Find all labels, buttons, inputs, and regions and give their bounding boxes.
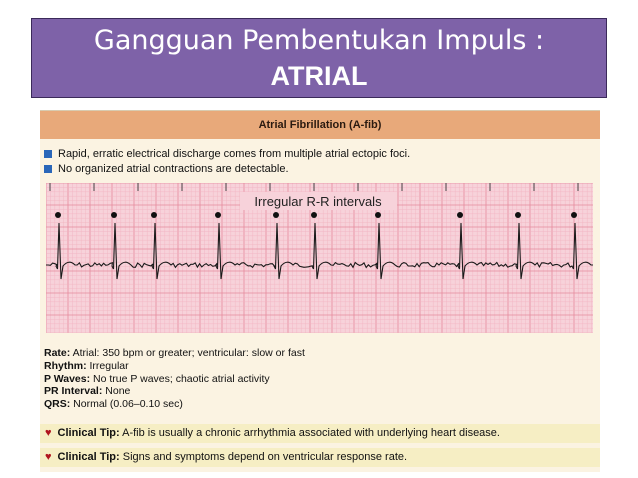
beat-dot — [55, 212, 61, 218]
spec-pr-interval: PR Interval: None — [44, 385, 131, 398]
rhythm-card — [40, 110, 600, 472]
spec-p-waves: P Waves: No true P waves; chaotic atrial activity — [44, 372, 270, 385]
slide-subtitle: ATRIAL — [270, 61, 368, 91]
beat-dot — [311, 212, 317, 218]
beat-dot — [215, 212, 221, 218]
slide-title: Gangguan Pembentukan Impuls : — [93, 25, 545, 56]
blue-square-icon — [44, 165, 52, 173]
beat-dot — [273, 212, 279, 218]
ecg-grid — [46, 183, 593, 333]
heart-icon: ♥ — [45, 427, 52, 439]
heart-icon: ♥ — [45, 451, 52, 463]
beat-dot — [375, 212, 381, 218]
bullet-item — [44, 161, 410, 176]
bullet-text: Rapid, erratic electrical discharge comes from multiple atrial ectopic foci. — [58, 147, 411, 160]
beat-dot — [457, 212, 463, 218]
rhythm-specs — [44, 347, 305, 411]
bullet-text: No organized atrial contractions are detectable. — [58, 162, 289, 175]
slide-title-box — [31, 18, 607, 98]
clinical-tip: ♥ Clinical Tip: Signs and symptoms depend on ventricular response rate. — [40, 448, 600, 467]
strip-label: Irregular R-R intervals — [254, 194, 382, 209]
beat-dot — [515, 212, 521, 218]
spec-rate: Rate: Atrial: 350 bpm or greater; ventricular: slow or fast — [44, 347, 305, 359]
clinical-tip: ♥ Clinical Tip: A-fib is usually a chronic arrhythmia associated with underlying heart disease. — [40, 424, 600, 443]
intro-bullets — [44, 146, 410, 176]
spec-qrs: QRS: Normal (0.06–0.10 sec) — [44, 398, 183, 411]
bullet-item — [44, 146, 410, 161]
card-header: Atrial Fibrillation (A-fib) — [40, 111, 600, 139]
beat-dot — [571, 212, 577, 218]
blue-square-icon — [44, 150, 52, 158]
spec-rhythm: Rhythm: Irregular — [44, 359, 129, 372]
beat-dot — [111, 212, 117, 218]
beat-dot — [151, 212, 157, 218]
